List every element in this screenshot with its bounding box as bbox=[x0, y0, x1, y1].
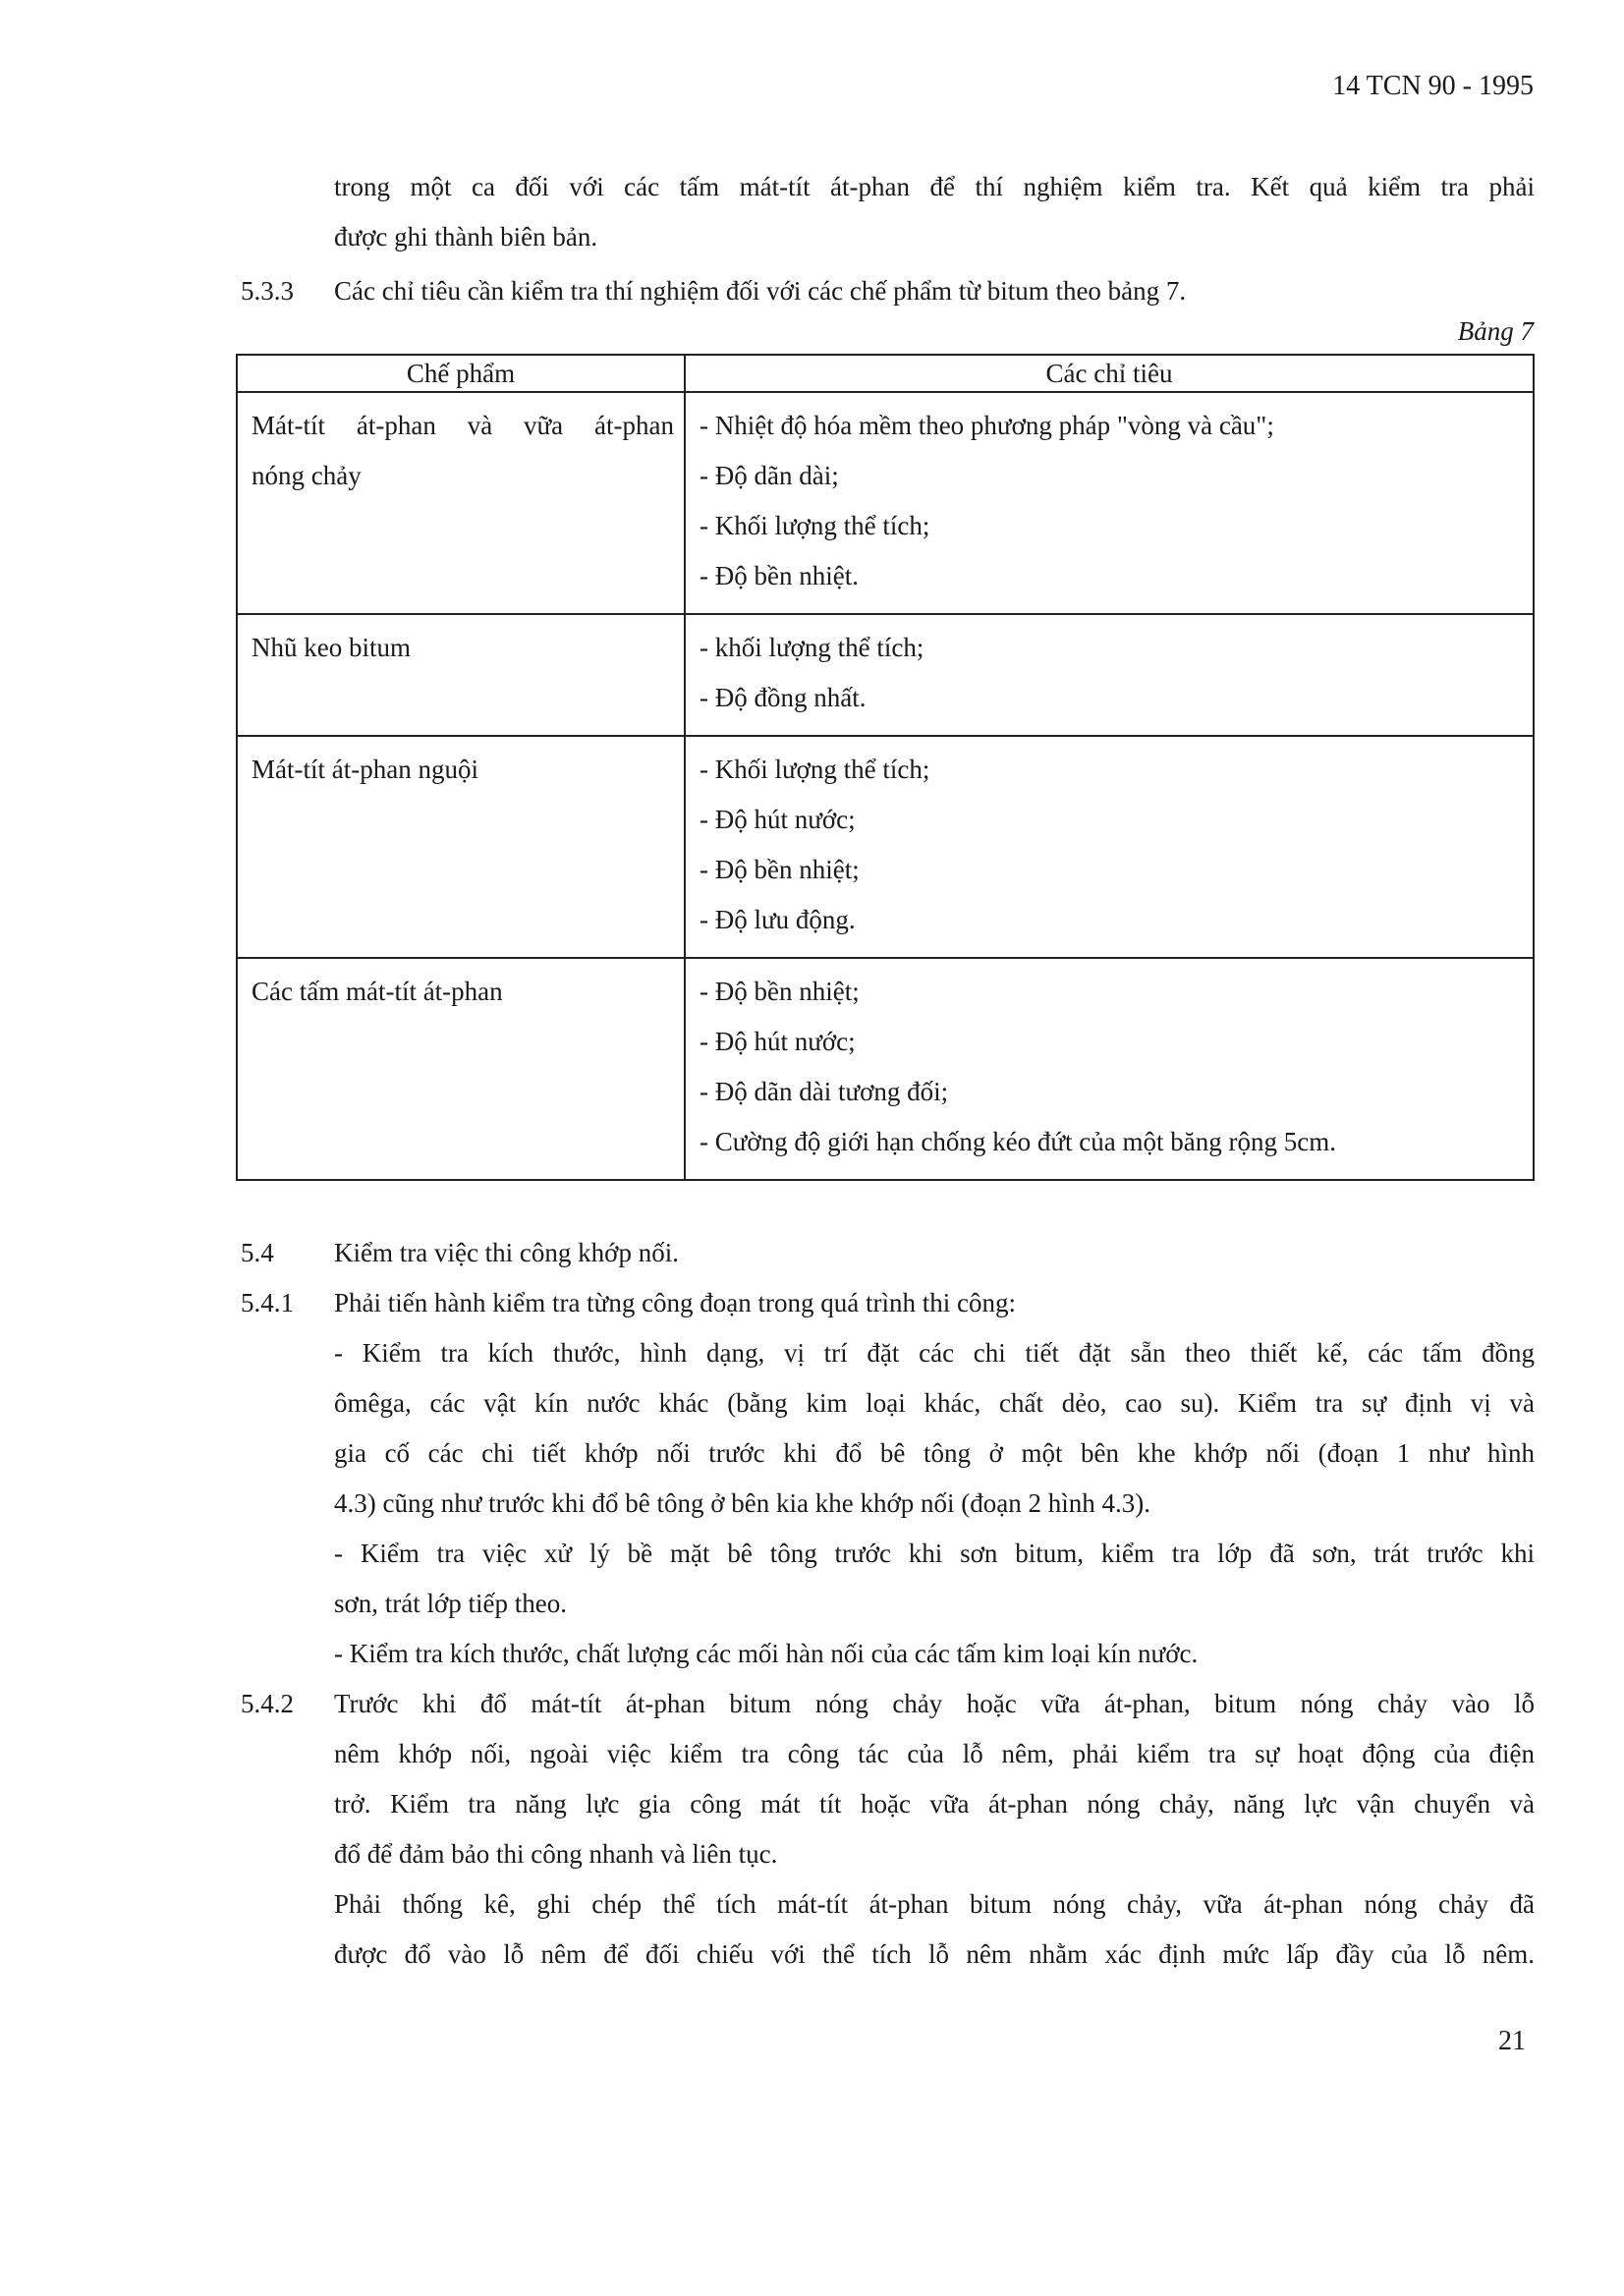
criterion: - Độ bền nhiệt; bbox=[700, 855, 860, 884]
text-line: Trước khi đổ mát-tít át-phan bitum nóng chảy hoặc vữa át-phan, bitum nóng chảy vào lỗ bbox=[334, 1689, 1535, 1718]
text-line: - Kiểm tra kích thước, chất lượng các mối hàn nối của các tấm kim loại kín nước. bbox=[334, 1639, 1199, 1668]
table-row bbox=[237, 614, 1534, 736]
product-line: Mát-tít át-phan nguội bbox=[252, 755, 478, 784]
criterion: - Khối lượng thể tích; bbox=[700, 755, 930, 784]
product-line: Mát-tít át-phan và vữa át-phan bbox=[252, 411, 674, 440]
text-line: Phải thống kê, ghi chép thể tích mát-tít át-phan bitum nóng chảy, vữa át-phan nóng chảy đã bbox=[334, 1889, 1535, 1919]
table-header-row bbox=[237, 355, 1534, 392]
criterion: - Độ hút nước; bbox=[700, 805, 856, 834]
criterion: - Khối lượng thể tích; bbox=[700, 511, 930, 540]
header-criteria: Các chỉ tiêu bbox=[685, 355, 1534, 392]
criterion: - Độ hút nước; bbox=[700, 1027, 856, 1056]
product-line: Nhũ keo bitum bbox=[252, 633, 411, 662]
product-line: nóng chảy bbox=[252, 461, 362, 490]
document-code: 14 TCN 90 - 1995 bbox=[1332, 71, 1534, 101]
section-number: 5.4.2 bbox=[241, 1689, 294, 1718]
section-number: 5.3.3 bbox=[241, 276, 294, 306]
criterion: - Nhiệt độ hóa mềm theo phương pháp "vòng và cầu"; bbox=[700, 411, 1274, 440]
criterion: - Độ đồng nhất. bbox=[700, 683, 867, 712]
text-line: - Kiểm tra việc xử lý bề mặt bê tông trước khi sơn bitum, kiểm tra lớp đã sơn, trát trước khi bbox=[334, 1539, 1535, 1568]
page-number: 21 bbox=[1498, 2026, 1526, 2056]
section-number: 5.4.1 bbox=[241, 1288, 294, 1317]
criteria-table bbox=[236, 354, 1535, 1181]
intro-paragraph bbox=[334, 162, 1535, 262]
text-line: 4.3) cũng như trước khi đổ bê tông ở bên kia khe khớp nối (đoạn 2 hình 4.3). bbox=[334, 1488, 1150, 1518]
section-541-body bbox=[334, 1278, 1535, 1679]
text-line: sơn, trát lớp tiếp theo. bbox=[334, 1589, 568, 1618]
text-line: được ghi thành biên bản. bbox=[334, 222, 598, 252]
criterion: - Cường độ giới hạn chống kéo đứt của một băng rộng 5cm. bbox=[700, 1127, 1336, 1156]
text-line: trở. Kiểm tra năng lực gia công mát tít hoặc vữa át-phan nóng chảy, năng lực vận chuyển và bbox=[334, 1789, 1535, 1819]
text-line: đổ để đảm bảo thi công nhanh và liên tục. bbox=[334, 1839, 778, 1869]
text-line: nêm khớp nối, ngoài việc kiểm tra công tác của lỗ nêm, phải kiểm tra sự hoạt động của điện bbox=[334, 1739, 1535, 1768]
table-row bbox=[237, 392, 1534, 614]
table-row bbox=[237, 958, 1534, 1180]
text-line: - Kiểm tra kích thước, hình dạng, vị trí đặt các chi tiết đặt sẵn theo thiết kế, các tấm đồng bbox=[334, 1338, 1535, 1368]
header-product: Chế phẩm bbox=[237, 355, 685, 392]
text-line: ômêga, các vật kín nước khác (bằng kim loại khác, chất dẻo, cao su). Kiểm tra sự định vị và bbox=[334, 1388, 1535, 1418]
criterion: - Độ lưu động. bbox=[700, 905, 856, 934]
product-line: Các tấm mát-tít át-phan bbox=[252, 977, 503, 1006]
section-text: Các chỉ tiêu cần kiểm tra thí nghiệm đối với các chế phẩm từ bitum theo bảng 7. bbox=[334, 276, 1187, 306]
table-caption: Bảng 7 bbox=[1457, 316, 1534, 346]
criterion: - Độ dãn dài tương đối; bbox=[700, 1077, 949, 1106]
criterion: - Độ dãn dài; bbox=[700, 461, 839, 490]
table-row bbox=[237, 736, 1534, 958]
criterion: - Độ bền nhiệt; bbox=[700, 977, 860, 1006]
criterion: - khối lượng thể tích; bbox=[700, 633, 924, 662]
text-line: trong một ca đối với các tấm mát-tít át-phan để thí nghiệm kiểm tra. Kết quả kiểm tra phải bbox=[334, 172, 1535, 201]
text-line: gia cố các chi tiết khớp nối trước khi đổ bê tông ở một bên khe khớp nối (đoạn 1 như hình bbox=[334, 1438, 1535, 1468]
section-542-body bbox=[334, 1679, 1535, 1980]
criterion: - Độ bền nhiệt. bbox=[700, 561, 859, 590]
text-line: Phải tiến hành kiểm tra từng công đoạn trong quá trình thi công: bbox=[334, 1288, 1016, 1317]
text-line: được đổ vào lỗ nêm để đối chiếu với thể tích lỗ nêm nhằm xác định mức lấp đầy của lỗ nêm. bbox=[334, 1939, 1535, 1969]
section-text: Kiểm tra việc thi công khớp nối. bbox=[334, 1238, 679, 1267]
section-number: 5.4 bbox=[241, 1238, 274, 1267]
